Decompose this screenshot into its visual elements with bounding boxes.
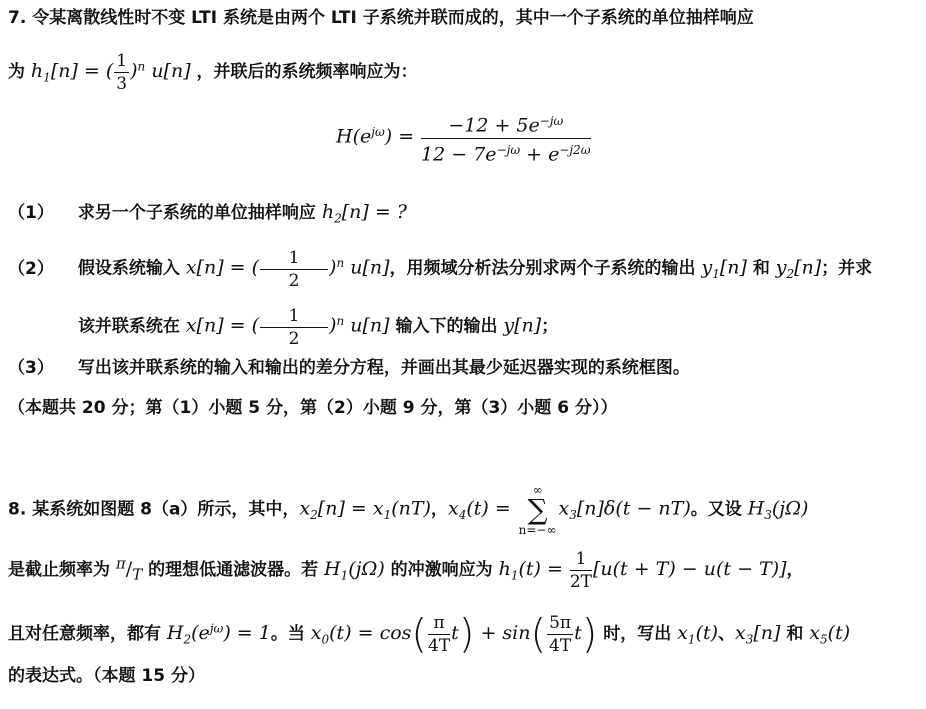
q8-out-x3-sub: 3	[745, 632, 754, 647]
q8-sep: ，	[430, 499, 448, 520]
q7-item-2b-u: u[n]	[344, 314, 390, 337]
q8-line3-b: 。当	[270, 624, 311, 644]
q8-out-x1: x	[677, 622, 688, 644]
q7-item-2-text-a: 假设系统输入	[77, 258, 186, 279]
q7-H-denominator	[421, 139, 591, 167]
q8-line3	[8, 612, 850, 657]
q8-x3-t: [n]δ(t − nT)	[576, 497, 691, 520]
q8-x0-sub: 0	[321, 632, 330, 647]
q7-line2	[8, 50, 418, 95]
q8-h1-t: (t) =	[518, 558, 563, 580]
q8-H2-sup: jω	[209, 621, 224, 636]
q7-item-1-text: 求另一个子系统的单位抽样响应	[77, 203, 322, 223]
q7-item-2-y1-sub: 1	[712, 266, 720, 281]
q8-x0: x	[310, 622, 322, 644]
q7-item-3-text: 写出该并联系统的输入和输出的差分方程，并画出其最少延迟器实现的系统框图。	[77, 358, 690, 378]
q7-h1-sub: 1	[43, 70, 51, 85]
q8-line2-b: 的理想低通滤波器。若	[142, 560, 325, 580]
q7-item-3-label: （3）	[8, 358, 54, 378]
q8-sum-bottom: n=−∞	[518, 523, 557, 537]
q7-item-3	[8, 356, 690, 380]
q7-H-fraction	[421, 110, 591, 166]
q7-item-2-and: 和	[746, 258, 776, 279]
q8-paren-open-1: (	[411, 611, 428, 658]
q8-h1-fraction	[570, 548, 592, 593]
q8-t1: t	[451, 622, 459, 644]
q8-line1	[8, 484, 808, 536]
q8-h1-den: 2T	[569, 572, 592, 592]
q7-item-2-y1-t: [n]	[719, 256, 747, 279]
q7-item-2b-y: y[n]	[503, 314, 542, 337]
q7-H-den-sup2: −j2ω	[559, 142, 591, 157]
q7-item-1-sub: 2	[334, 211, 342, 226]
q7-h1-tail: )	[130, 60, 138, 82]
q7-h1-u: u[n]	[145, 60, 191, 82]
q7-h1-symbol: h	[30, 60, 44, 82]
q8-x1-sub: 1	[383, 507, 392, 522]
q8-sum-top: ∞	[532, 483, 543, 497]
q7-score: （本题共 20 分；第（1）小题 5 分，第（2）小题 9 分，第（3）小题 6 分））	[8, 398, 618, 418]
q8-sum-sigma: ∑	[527, 493, 548, 526]
q7-line2-prefix: 为	[8, 62, 25, 82]
q8-out-x1-t: (t)	[695, 622, 719, 644]
q7-line1: 7. 令某离散线性时不变 LTI 系统是由两个 LTI 子系统并联而成的，其中一个子系统的单位抽样响应	[8, 8, 754, 28]
q8-x3: x	[558, 497, 570, 520]
q8-H2-t: (e	[191, 622, 210, 644]
q7-H-lhs: H(e	[336, 125, 372, 148]
q8-line1-b: 。又设	[690, 499, 748, 520]
q7-item-2b-num: 1	[260, 305, 328, 328]
q8-out-x3-t: [n]	[753, 622, 781, 644]
q7-H-formula	[336, 110, 592, 166]
q8-out-x3: x	[735, 622, 746, 644]
q8-line2-end: ，	[786, 560, 804, 580]
q8-frac-2-den: 4T	[549, 636, 572, 656]
q8-line3-a: 且对任意频率，都有	[8, 624, 167, 644]
q7-h1-frac-num: 1	[116, 51, 128, 71]
q7-item-2-text-b: ，用频域分析法分别求两个子系统的输出	[389, 258, 702, 279]
q8-line2-c: 的冲激响应为	[384, 560, 499, 580]
q7-item-2b-fraction	[260, 304, 328, 350]
q8-line1-a: 8. 某系统如图题 8（a）所示，其中，	[8, 499, 300, 520]
q8-frac-2-num: 5π	[549, 613, 572, 633]
q8-x2: x	[299, 497, 311, 520]
q7-H-numerator	[421, 110, 591, 139]
q8-x0-t: (t) = cos	[329, 622, 412, 644]
q7-item-2-fraction	[260, 246, 328, 292]
q7-item-2b-text-b: 输入下的输出	[389, 316, 504, 337]
q7-item-2b-pow: n	[336, 313, 345, 328]
q8-H1-sub: 1	[340, 568, 349, 583]
q8-line2	[8, 548, 804, 593]
q7-item-2-y2-sub: 2	[786, 266, 795, 281]
q8-H1-t: (jΩ)	[348, 558, 385, 580]
q7-item-2-y1: y	[701, 256, 713, 279]
q7-H-den-sup1: −jω	[496, 142, 521, 157]
q7-item-2-den: 2	[288, 271, 300, 291]
q7-H-num-sup: −jω	[539, 114, 564, 128]
q7-item-2-y2-t: [n]	[794, 256, 822, 279]
q7-item-2-y2: y	[775, 256, 787, 279]
q8-cutoff-pi: π	[115, 554, 126, 573]
q7-item-2b: 该并联系统在 $x[n] = (\frac{1}{2}$ )$^n$ u[n] 输入下的输出 y[n]；	[77, 306, 559, 349]
q8-out-and: 和	[780, 624, 810, 644]
q8-out-x5-sub: 5	[820, 632, 828, 647]
q8-paren-close-2: )	[581, 611, 598, 658]
q8-H2-sub: 2	[183, 632, 192, 647]
q8-out-x5: x	[809, 622, 821, 644]
q7-item-2b-x: x[n] = (	[185, 314, 260, 337]
q8-x4-sub: 4	[458, 507, 467, 522]
q7-item-2b-text-a: 该并联系统在	[77, 316, 186, 337]
q7-h1-frac-den: 3	[116, 74, 128, 94]
q8-H1: H	[324, 558, 341, 580]
q8-frac-1-den: 4T	[428, 636, 451, 656]
q7-item-2-pow: n	[336, 255, 345, 270]
q8-line4: 的表达式。（本题 15 分）	[8, 666, 205, 686]
q8-H2-t2: ) = 1	[223, 622, 271, 644]
q8-h1-num: 1	[570, 548, 592, 571]
q7-item-2-x: x[n] = (	[185, 256, 260, 279]
q7-h1-n: [n] = (	[50, 60, 114, 82]
q8-plus-sin: + sin	[474, 622, 531, 644]
q8-line2-a: 是截止频率为	[8, 560, 116, 580]
q8-cutoff-slash: /	[125, 558, 133, 580]
q8-x3-sub: 3	[569, 507, 577, 522]
q7-item-2-num: 1	[260, 247, 328, 270]
q7-H-num-text: −12 + 5e	[448, 114, 540, 137]
q7-item-1-h: h	[321, 201, 335, 223]
q7-h1-pow: n	[137, 59, 146, 74]
q7-item-2: （2） 假设系统输入 $x[n] = (\frac{1}{2}$ )$^n$ u[n]，用频域分析法分别求两个子系统的输出 $y_1[n]$ 和 $y_2[n]$；并求	[8, 248, 873, 291]
q7-line2-suffix: ，并联后的系统频率响应为：	[196, 62, 418, 82]
q7-H-den-mid: + e	[520, 143, 560, 166]
q8-frac-2	[547, 612, 573, 657]
q8-H3-t: (jΩ)	[771, 497, 809, 520]
q8-paren-open-2: (	[530, 611, 547, 658]
q7-H-lhs-sup: jω	[371, 125, 385, 139]
q7-H-lhs-tail: ) =	[384, 125, 415, 148]
q8-h1-tail: [u(t + T) − u(t − T)]	[592, 558, 787, 580]
q8-out-x5-t: (t)	[827, 622, 851, 644]
q8-sum	[519, 484, 557, 536]
q8-H2: H	[166, 622, 184, 644]
q8-out-sep: 、	[718, 624, 736, 644]
q8-frac-1	[428, 612, 450, 657]
q7-item-1-tail: [n] = ?	[341, 201, 407, 223]
q7-item-2b-den: 2	[288, 329, 300, 349]
q7-item-2b-text-c: ；	[541, 316, 559, 337]
q7-item-2-u: u[n]	[344, 256, 390, 279]
q8-x4: x	[447, 497, 459, 520]
q7-item-2-label: （2）	[8, 258, 54, 279]
q8-H3: H	[747, 497, 765, 520]
q8-H3-sub: 3	[764, 507, 772, 522]
q8-x4-t: (t) =	[466, 497, 511, 520]
q8-cutoff-T: T	[132, 565, 143, 584]
q8-line3-c: 时，写出	[597, 624, 678, 644]
q7-H-den-text: 12 − 7e	[421, 143, 497, 166]
q8-out-x1-sub: 1	[687, 632, 696, 647]
q8-x1-t: (nT)	[391, 497, 431, 520]
q8-h1-sub: 1	[510, 568, 519, 583]
q7-h1-fraction	[114, 50, 129, 95]
q8-x2-sub: 2	[310, 507, 318, 522]
q7-item-1	[8, 200, 407, 230]
q7-item-1-label: （1）	[8, 203, 54, 223]
q8-h1: h	[498, 558, 511, 580]
q7-item-2-text-c: ；并求	[821, 258, 873, 279]
q8-paren-close-1: )	[458, 611, 475, 658]
q8-x2-t: [n] = x	[317, 497, 384, 520]
q8-frac-1-num: π	[428, 612, 450, 635]
q8-t2: t	[574, 622, 582, 644]
